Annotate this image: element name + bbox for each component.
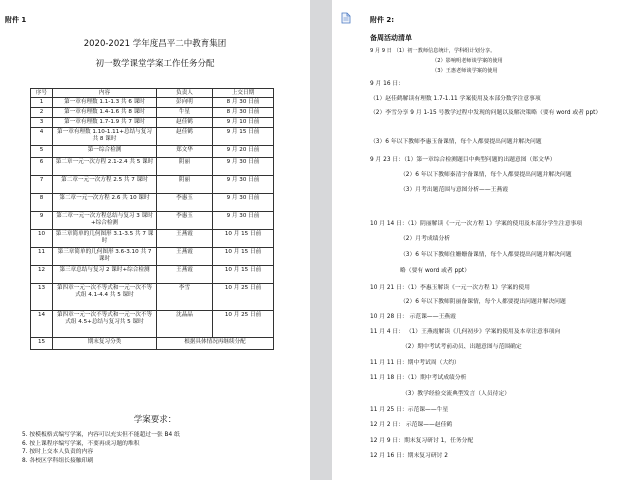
activity-entry: 10 月 14 日：（1）阴丽解读《一元一次方程 1》学案的使用及本部分学生注意事项	[370, 221, 583, 227]
activity-entry: 12 月 2 日： 示范课——赵佳鹤	[370, 422, 453, 428]
table-header-row	[31, 89, 274, 98]
row-date: 8 月 30 日前	[213, 108, 274, 118]
activity-entry: （3）6 年以下教师住姗姗备课情，每个人都要提出问题并解决问题	[400, 252, 572, 258]
row-no: 13	[31, 284, 53, 311]
row-no: 3	[31, 118, 53, 128]
task-table	[30, 88, 274, 350]
activity-entry: 略（要有 word 或者 ppt）	[400, 268, 470, 274]
row-date: 8 月 30 日前	[213, 98, 274, 108]
row-date: 9 月 15 日前	[213, 128, 274, 146]
table-row	[31, 98, 274, 108]
row-content: 第二章一元一次方程 2.1-2.4 共 5 课时	[53, 158, 157, 176]
requirements-title: 学案要求：	[133, 415, 177, 425]
row-no: 10	[31, 230, 53, 248]
requirement-item: 5. 按模板格式编写学案，内容可以充实但不能超过一张 B4 纸	[22, 432, 180, 438]
row-no: 6	[31, 158, 53, 176]
table-row	[31, 284, 274, 311]
activity-entry: 10 月 28 日： 示范课——王燕霞	[370, 314, 456, 320]
row-content: 第二章一元一次方程 2.6 共 10 课时	[53, 194, 157, 212]
row-no: 9	[31, 212, 53, 230]
activity-entry: 12 月 16 日：期末复习研讨 2	[370, 453, 448, 459]
row-person: 王燕霞	[157, 248, 213, 266]
document-title: 2020-2021 学年度昌平二中教育集团	[83, 39, 227, 49]
activity-entry: （3）教学经验交流典型发言（人员待定）	[402, 391, 511, 397]
document-subtitle: 初一数学课堂学案工作任务分配	[95, 59, 215, 69]
table-row	[31, 248, 274, 266]
row-no: 8	[31, 194, 53, 212]
document-icon[interactable]	[340, 12, 352, 24]
row-content: 第四章一元一次不等式和一元一次不等式组 4.5+总结与复习共 5 课时	[53, 311, 157, 338]
row-date: 9 月 20 日前	[213, 146, 274, 158]
row-person: 赵佳鹤	[157, 118, 213, 128]
requirement-item: 7. 按时上交本人负责的内容	[22, 449, 94, 456]
row-no: 12	[31, 266, 53, 284]
row-no: 1	[31, 98, 53, 108]
activity-entry: 9 月 9 日 （1）初一教师信息统计，学科组计划分享。	[370, 48, 496, 54]
row-person: 阴丽	[157, 176, 213, 194]
header-content: 内容	[53, 89, 157, 98]
row-content: 第一章有理数 1.7-1.9 共 7 课时	[53, 118, 157, 128]
activity-entry: 11 月 4 日： （1）王燕霞解读《几何初步》学案的使用及本章注意事项向	[370, 329, 561, 335]
row-content: 第四章一元一次不等式和一元一次不等式组 4.1-4.4 共 5 课时	[53, 284, 157, 311]
table-row	[31, 338, 274, 350]
activity-entry: （3）王惠老师谈学案的使用	[432, 68, 498, 74]
row-content: 第一章有理数 1.10-1.11+总结与复习共 8 课时	[53, 128, 157, 146]
row-no: 14	[31, 311, 53, 338]
row-person: 李惠玉	[157, 194, 213, 212]
activity-entry: 11 月 11 日：期中考试周（大约）	[370, 360, 460, 366]
header-person: 负责人	[157, 89, 213, 98]
row-person: 王燕霞	[157, 230, 213, 248]
table-row	[31, 158, 274, 176]
row-date: 9 月 10 日前	[213, 118, 274, 128]
row-no: 11	[31, 248, 53, 266]
header-date: 上交日期	[213, 89, 274, 98]
table-row	[31, 128, 274, 146]
table-row	[31, 266, 274, 284]
activity-entry: 11 月 18 日：（1）期中考试成绩分析	[370, 375, 467, 381]
row-person: 阴丽	[157, 158, 213, 176]
row-no: 4	[31, 128, 53, 146]
activity-entry: （2）6 年以下教师秦清宇备课情，每个人都要提出问题并解决问题	[400, 172, 572, 178]
table-row	[31, 212, 274, 230]
row-no: 15	[31, 338, 53, 350]
requirements-list	[22, 431, 180, 466]
row-date: 10 月 25 日前	[213, 284, 274, 311]
activity-entry: 9 月 23 日：（1）第一章综合检测题目中典型问题的出题意图（郑文华）	[370, 157, 556, 163]
header-no: 序号	[31, 89, 53, 98]
activity-entry: （3）6 年以下教师李惠玉备课情，每个人都要提出问题并解决问题	[370, 139, 542, 145]
table-row	[31, 146, 274, 158]
row-content: 期末复习分类	[53, 338, 157, 350]
attachment-label: 附件 1	[5, 16, 27, 24]
attachment-label: 附件 2:	[370, 16, 395, 24]
row-date: 10 月 25 日前	[213, 311, 274, 338]
table-row	[31, 311, 274, 338]
row-content: 第三章简单的几何图形 3.6-3.10 共 7 课时	[53, 248, 157, 266]
row-date: 9 月 30 日前	[213, 194, 274, 212]
row-no: 2	[31, 108, 53, 118]
activity-entry: 10 月 21 日：（1）李惠玉解读《一元一次方程 1》学案的使用	[370, 285, 530, 291]
activity-entry: （2）影响明老师谈学案的使用	[432, 58, 503, 64]
activity-list-title: 备周活动清单	[370, 34, 412, 42]
table-row	[31, 176, 274, 194]
table-row	[31, 194, 274, 212]
row-no: 5	[31, 146, 53, 158]
row-date: 10 月 15 日前	[213, 266, 274, 284]
row-content: 第二章一元一次方程 2.5 共 7 课时	[53, 176, 157, 194]
right-page	[332, 0, 640, 480]
requirement-item: 6. 按上课程序编写学案，不要再成习题的堆积	[22, 440, 140, 447]
row-date: 9 月 30 日前	[213, 176, 274, 194]
table-row	[31, 118, 274, 128]
row-person: 王燕霞	[157, 266, 213, 284]
activity-entry: 12 月 9 日：期末复习研讨 1，任务分配	[370, 438, 474, 444]
activity-entry: （2）期中考试考前动员、出题意图与范围确定	[402, 344, 522, 350]
activity-entry: 9 月 16 日：	[370, 81, 404, 87]
activity-entry: （2）月考成绩分析	[400, 236, 451, 242]
row-person: 彭向明	[157, 98, 213, 108]
row-content: 第一章有理数 1.1-1.3 共 6 课时	[53, 98, 157, 108]
row-content: 第三章总结与复习 2 课时+综合检测	[53, 266, 157, 284]
row-person: 赵佳鹤	[157, 128, 213, 146]
activity-entry: （1）赵佳鹤解读有理数 1.7-1.11 学案使用及本部分数学注意事项	[370, 96, 541, 102]
table-row	[31, 108, 274, 118]
requirement-item: 8. 各校区学科组长接触印刷	[22, 458, 94, 465]
activity-entry: （2）6 年以下教师阴丽备课情，每个人都要提出问题并解决问题	[400, 299, 566, 305]
row-content: 第二章一元一次方程总结与复习 3 课时+综合检测	[53, 212, 157, 230]
row-person: 牛星	[157, 108, 213, 118]
table-row	[31, 230, 274, 248]
row-no: 7	[31, 176, 53, 194]
row-person: 郑文华	[157, 146, 213, 158]
row-content: 第一章有理数 1.4-1.6 共 8 课时	[53, 108, 157, 118]
row-person: 李雪	[157, 284, 213, 311]
row-person: 沈晶晶	[157, 311, 213, 338]
row-date: 9 月 30 日前	[213, 212, 274, 230]
row-content: 第一综合检测	[53, 146, 157, 158]
row-person: 李惠玉	[157, 212, 213, 230]
left-page	[0, 0, 310, 480]
row-date: 10 月 15 日前	[213, 248, 274, 266]
activity-entry: （2）李雪分享 9 月 1-15 号教学过程中发现的问题以及解决策略（要有 word 或者 ppt）	[370, 110, 602, 116]
row-content: 第三章简单的几何图形 3.1-3.5 共 7 课时	[53, 230, 157, 248]
activity-entry: 11 月 25 日：示范课——牛星	[370, 407, 449, 413]
row-date: 10 月 15 日前	[213, 230, 274, 248]
row-person: 根据具体情况再继续分配	[157, 338, 274, 350]
row-date: 9 月 30 日前	[213, 158, 274, 176]
activity-entry: （3）月考出题范围与意图分析——王燕霞	[400, 187, 509, 193]
